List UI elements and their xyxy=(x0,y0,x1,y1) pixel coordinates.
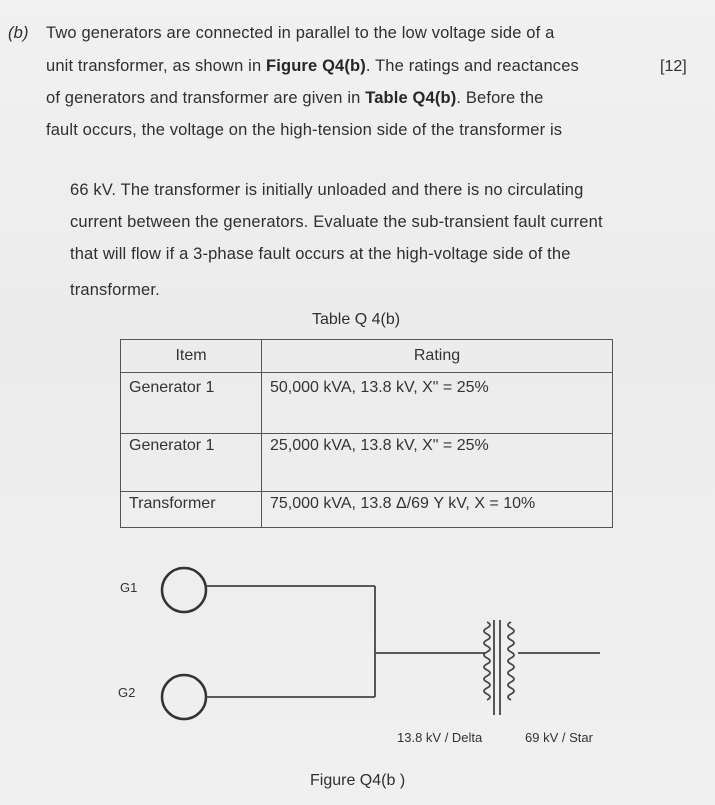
para1-line3-b: . Before the xyxy=(456,89,544,107)
para2-line3: that will flow if a 3-phase fault occurs at the high-voltage side of the xyxy=(70,245,571,263)
table-row xyxy=(121,434,613,492)
transformer-icon xyxy=(484,620,514,715)
circuit-diagram xyxy=(0,540,715,805)
bus-wiring xyxy=(206,586,600,697)
cell-item: Transformer xyxy=(121,492,262,528)
cell-item: Generator 1 xyxy=(121,373,262,434)
generator-g2-icon xyxy=(162,675,206,719)
hv-winding-label: 69 kV / Star xyxy=(525,730,593,745)
cell-rating: 25,000 kVA, 13.8 kV, Xʺ = 25% xyxy=(262,434,613,492)
para1-line3 xyxy=(46,89,544,108)
lv-winding-label: 13.8 kV / Delta xyxy=(397,730,483,745)
para1-line2 xyxy=(46,57,579,76)
figure-caption: Figure Q4(b ) xyxy=(310,772,406,789)
para1-line2-a: unit transformer, as shown in xyxy=(46,57,267,75)
para2-line4: transformer. xyxy=(70,281,160,299)
para2-line1: 66 kV. The transformer is initially unloaded and there is no circulating xyxy=(70,181,584,199)
para1-line4: fault occurs, the voltage on the high-tension side of the transformer is xyxy=(46,121,563,139)
para1-line3-a: of generators and transformer are given in xyxy=(46,89,366,107)
cell-rating: 50,000 kVA, 13.8 kV, Xʺ = 25% xyxy=(262,373,613,434)
ratings-table xyxy=(120,339,613,528)
generator-g1-icon xyxy=(162,568,206,612)
para1-line1: Two generators are connected in parallel to the low voltage side of a xyxy=(46,24,555,42)
g1-label: G1 xyxy=(120,580,138,595)
question-label: (b) xyxy=(8,24,29,42)
figure-ref: Figure Q4(b) xyxy=(266,57,366,75)
table-row xyxy=(121,492,613,528)
para2-line2: current between the generators. Evaluate the sub-transient fault current xyxy=(70,213,603,231)
g2-label: G2 xyxy=(118,685,136,700)
table-header-row xyxy=(121,340,613,373)
header-rating: Rating xyxy=(262,340,613,373)
header-item: Item xyxy=(121,340,262,373)
cell-item: Generator 1 xyxy=(121,434,262,492)
para1-line2-b: . The ratings and reactances xyxy=(365,57,579,75)
table-row xyxy=(121,373,613,434)
table-ref: Table Q4(b) xyxy=(365,89,457,107)
table-caption: Table Q 4(b) xyxy=(312,311,401,328)
cell-rating: 75,000 kVA, 13.8 Δ/69 Y kV, X = 10% xyxy=(262,492,613,528)
marks-badge: [12] xyxy=(660,58,687,75)
